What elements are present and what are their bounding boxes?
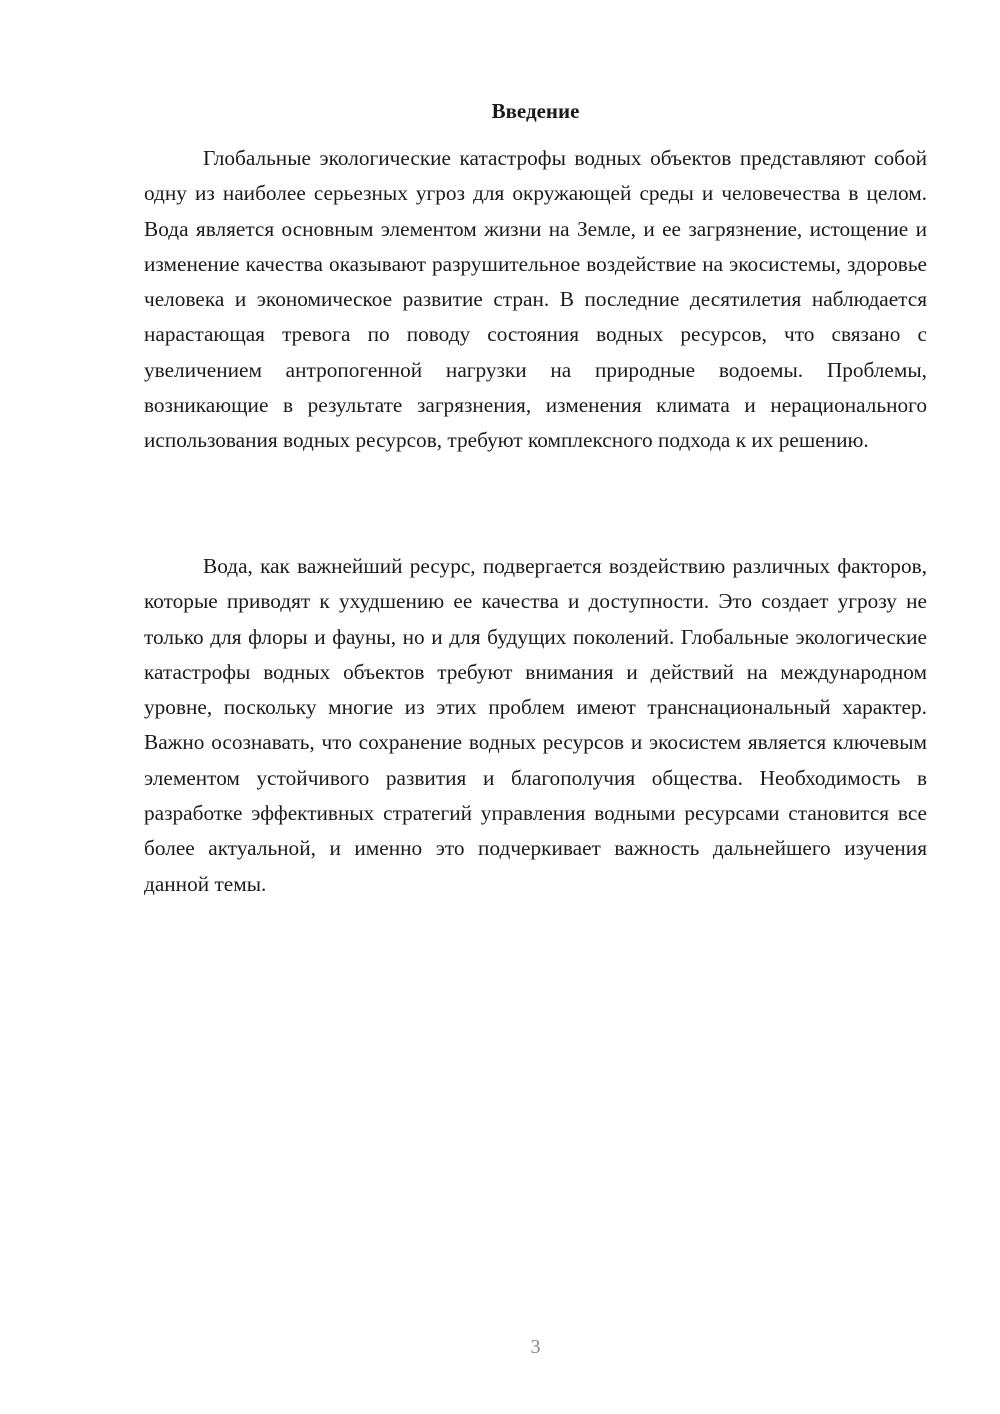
section-heading: Введение [491,99,580,123]
paragraph-2: Вода, как важнейший ресурс, подвергается воздействию различных факторов, которые приводят к ухудшению ее качества и доступности. Это создает угрозу не только для флоры и фауны, но и для будущих поколений. Глобальные экологические катастрофы водных объектов требуют внимания и действий на международном уровне, поскольку многие из этих проблем имеют транснациональный характер. Важно осознавать, что сохранение водных ресурсов и экосистем является ключевым элементом устойчивого развития и благополучия общества. Необходимость в разработке эффективных стратегий управления водными ресурсами становится все более актуальной, и именно это подчеркивает важность дальнейшего изучения данной темы. [144,554,927,896]
page-number: 3 [530,1336,541,1358]
paragraph-1: Глобальные экологические катастрофы водных объектов представляют собой одну из наиболее серьезных угроз для окружающей среды и человечества в целом. Вода является основным элементом жизни на Земле, и ее загрязнение, истощение и изменение качества оказывают разрушительное воздействие на экосистемы, здоровье человека и экономическое развитие стран. В последние десятилетия наблюдается нарастающая тревога по поводу состояния водных ресурсов, что связано с увеличением антропогенной нагрузки на природные водоемы. Проблемы, возникающие в результате загрязнения, изменения климата и нерационального использования водных ресурсов, требуют комплексного подхода к их решению. [144,146,927,453]
